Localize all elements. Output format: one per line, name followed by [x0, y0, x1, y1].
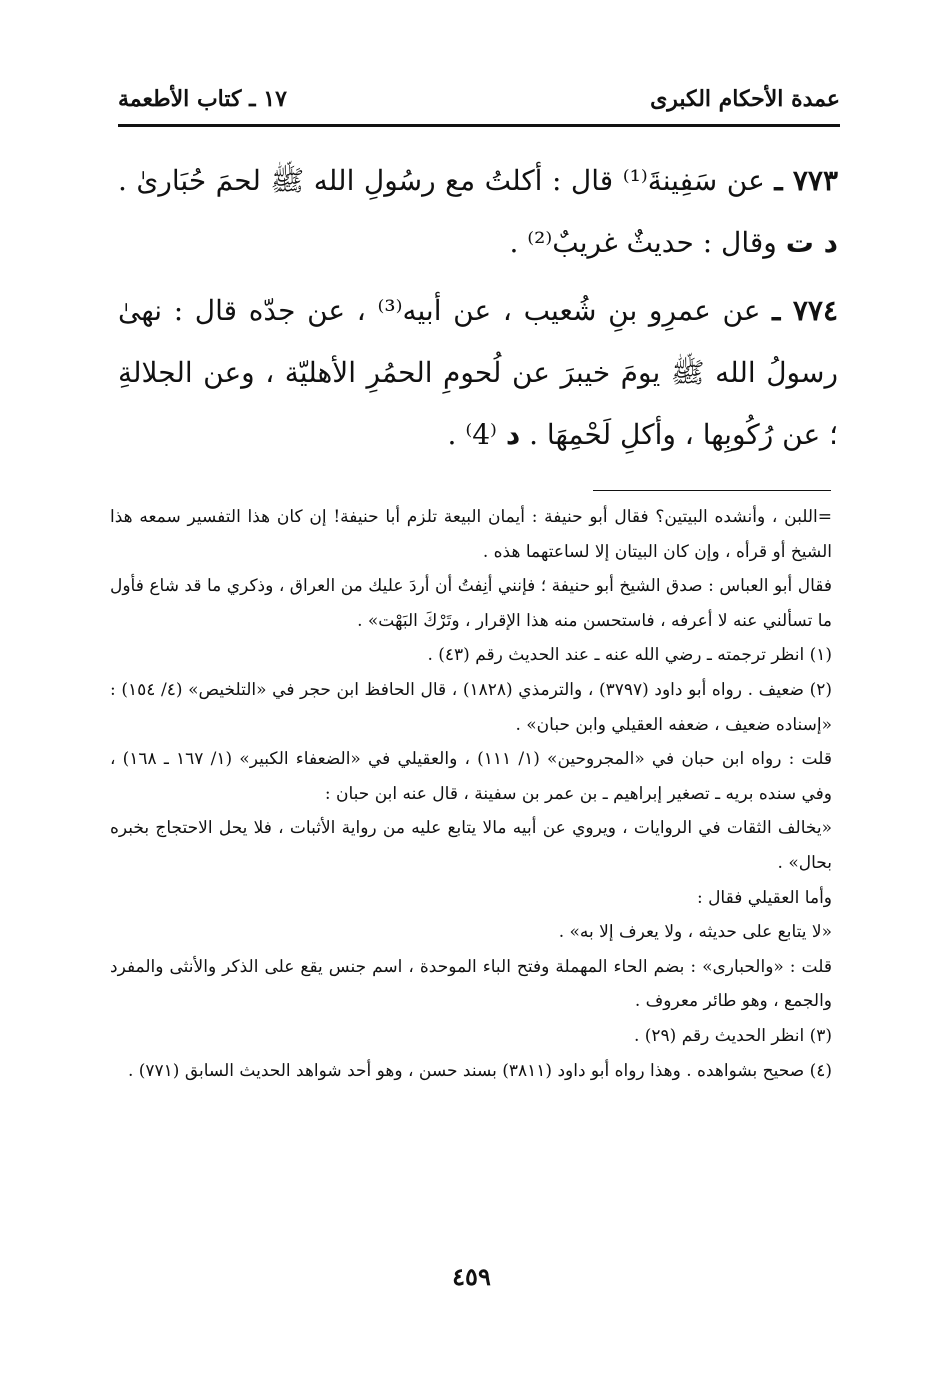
hadith-774	[118, 280, 838, 466]
hadith-773	[118, 150, 838, 274]
footnote-4: (٤) صحيح بشواهده . وهذا رواه أبو داود (٣٨١١) بسند حسن ، وهو أحد شواهد الحديث السابق (٧٧١) .	[127, 1060, 832, 1081]
header-rule	[118, 124, 840, 127]
hadith-text: عن سَفِينةَ⁽¹⁾ قال : أكلتُ مع رسُولِ الله ﷺ لحمَ حُبَارىٰ .	[118, 164, 765, 197]
footnote-paragraph: «يخالف الثقات في الروايات ، ويروي عن أبيه مالا يتابع عليه من رواية الأثبات ، فلا يحل الاحتجاج بخبره بحال» .	[110, 818, 832, 873]
book-title: عمدة الأحكام الكبرى	[650, 86, 840, 112]
footnote-paragraph: وأما العقيلي فقال :	[696, 887, 832, 908]
source-code: د	[505, 418, 521, 451]
hadith-after: ⁽4⁾ .	[447, 418, 497, 451]
hadith-after: وقال : حديثٌ غريبٌ⁽²⁾ .	[509, 226, 777, 259]
page-header	[118, 86, 840, 122]
footnote-3: (٣) انظر الحديث رقم (٢٩) .	[633, 1025, 832, 1046]
footnote-paragraph: «لا يتابع على حديثه ، ولا يعرف إلا به» .	[558, 922, 832, 943]
footnote-paragraph: قلت : «والحبارى» : بضم الحاء المهملة وفتح الباء الموحدة ، اسم جنس يقع على الذكر والأنثى والمفرد والجمع ، وهو طائر معروف .	[110, 956, 832, 1012]
page-number: ٤٥٩	[452, 1262, 491, 1291]
footnote-2: (٢) ضعيف . رواه أبو داود (٣٧٩٧) ، والترمذي (١٨٢٨) ، قال الحافظ ابن حجر في «التلخيص» (٤/ ١٥٤) : «إسناده ضعيف ، ضعفه العقيلي وابن حبان» .	[110, 679, 832, 735]
footnote-paragraph: قلت : رواه ابن حبان في «المجروحين» (١/ ١١١) ، والعقيلي في «الضعفاء الكبير» (١/ ١٦٧ ـ ١٦٨) ، وفي سنده بريه ـ تصغير إبراهيم ـ بن عمر بن سفينة ، قال عنه ابن حبان :	[110, 749, 832, 804]
footnote-1: (١) انظر ترجمته ـ رضي الله عنه ـ عند الحديث رقم (٤٣) .	[427, 645, 832, 666]
source-code: د ت	[785, 226, 838, 259]
chapter-title: ١٧ ـ كتاب الأطعمة	[118, 86, 287, 112]
hadith-text: عن عمرِو بنِ شُعيب ، عن أبيه⁽³⁾ ، عن جدّه قال : نهىٰ رسولُ الله ﷺ يومَ خيبرَ عن لُحومِ الحمُرِ الأهليّة ، وعن الجلالةِ ؛ عن رُكُوبِها ، وأكلِ لَحْمِهَا .	[118, 294, 838, 451]
footnote-separator	[593, 490, 831, 491]
footnote-paragraph: =اللبن ، وأنشده البيتين؟ فقال أبو حنيفة : أيمان البيعة تلزم أبا حنيفة! إن كان هذا التفسير سمعه هذا الشيخ أو قرأه ، وإن كان البيتان إلا لساعتهما هذه .	[110, 507, 832, 562]
hadith-number: ٧٧٤ ـ	[772, 294, 839, 327]
hadith-number: ٧٧٣ ـ	[774, 164, 839, 197]
footnote-paragraph: فقال أبو العباس : صدق الشيخ أبو حنيفة ؛ فإنني أنِفتُ أن أردَ عليك من العراق ، وذكري ما قد شاع فأول ما تسألني عنه لا أعرفه ، فاستحسن منه هذا الإقرار ، وتَرْكَ البَهْت» .	[110, 576, 832, 631]
hadith-body	[118, 150, 838, 472]
footnotes	[110, 500, 832, 1088]
